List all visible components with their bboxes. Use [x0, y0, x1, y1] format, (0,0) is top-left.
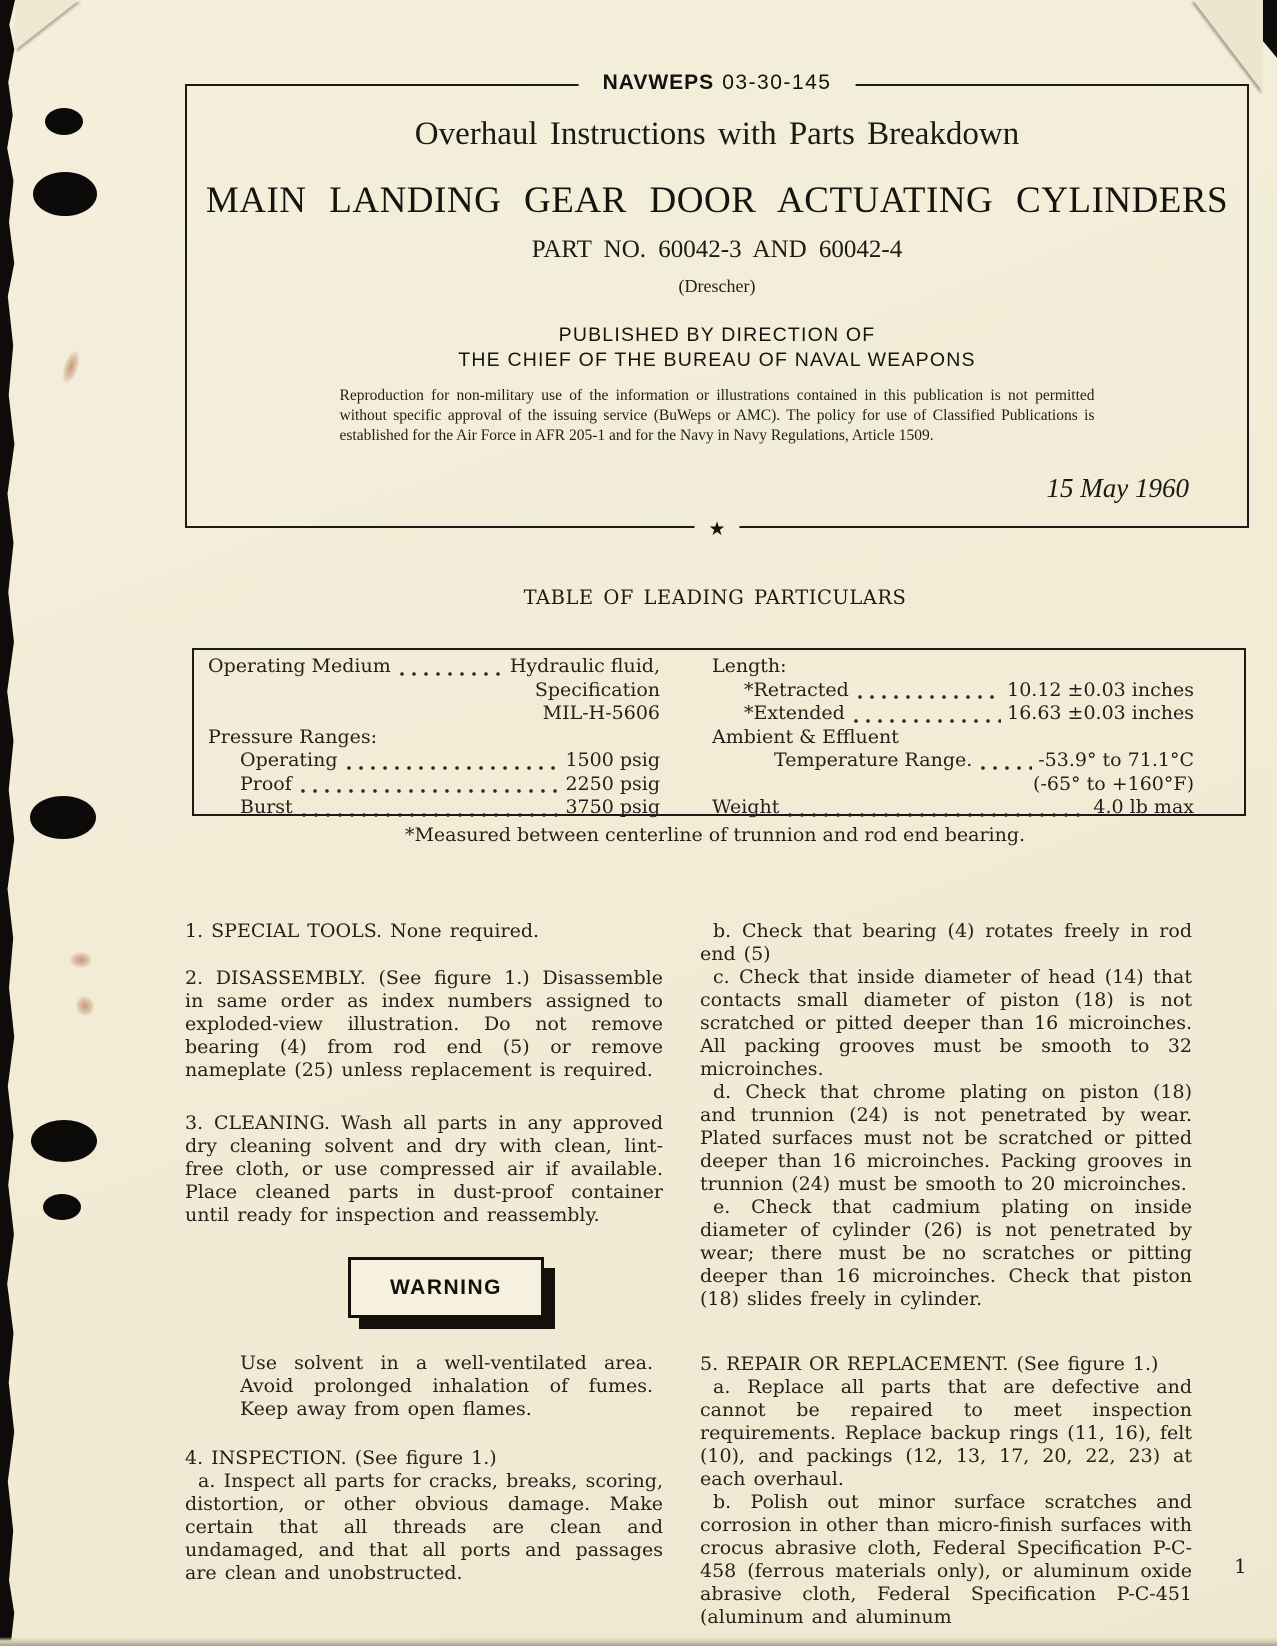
row-label: Operating Medium	[208, 655, 391, 677]
table-row	[208, 726, 660, 750]
row-label: *Retracted	[744, 678, 849, 701]
page-fold-top-left	[15, 0, 79, 50]
table-row	[712, 796, 1194, 820]
table-row	[712, 655, 1194, 679]
document-number	[579, 71, 856, 95]
section-4d-paragraph: d. Check that chrome plating on piston (18) and trunnion (24) is not penetrated by wear. Plated surfaces must not be scratched or pitted deeper than 16 microinches. Packing grooves in trunnion (24) must be smooth to 20 microinches.	[700, 1081, 1192, 1195]
punch-hole	[31, 1120, 97, 1162]
punch-hole	[33, 172, 97, 216]
row-label: Operating	[240, 749, 338, 771]
body-column-left	[185, 920, 663, 1585]
stain	[59, 349, 83, 386]
table-row	[208, 773, 660, 797]
row-value: 16.63 ±0.03 inches	[1007, 702, 1194, 724]
manufacturer: (Drescher)	[678, 276, 756, 296]
published-by: PUBLISHED BY DIRECTION OF	[558, 324, 876, 346]
particulars-title: TABLE OF LEADING PARTICULARS	[523, 586, 907, 609]
row-value: (-65° to +160°F)	[1033, 772, 1194, 795]
section-1-special-tools: 1. SPECIAL TOOLS. None required.	[185, 920, 540, 942]
row-label: Weight	[712, 796, 780, 818]
dot-leader	[298, 777, 560, 796]
table-row	[208, 679, 660, 703]
punch-hole	[43, 1194, 81, 1220]
row-value: MIL-H-5606	[542, 702, 660, 724]
section-5b-paragraph: b. Polish out minor surface scratches and corrosion in other than micro-finish surfaces with crocus abrasive cloth, Federal Specification P-C-458 (ferrous materials only), or aluminum oxide abrasive cloth, Federal Specification P-C-451 (aluminum and aluminum	[700, 1491, 1192, 1628]
row-value: 4.0 lb max	[1093, 796, 1194, 818]
scan-edge-left	[0, 0, 15, 1646]
warning-box	[348, 1257, 544, 1318]
particulars-footnote: *Measured between centerline of trunnion and rod end bearing.	[404, 824, 1026, 846]
row-value: 1500 psig	[565, 749, 660, 771]
particulars-left-column	[194, 650, 664, 818]
document-number-prefix: NAVWEPS	[602, 71, 715, 94]
warning-text: Use solvent in a well-ventilated area. Avoid prolonged inhalation of fumes. Keep away from open flames.	[240, 1352, 653, 1420]
star-divider-icon: ★	[694, 518, 739, 540]
published-org: THE CHIEF OF THE BUREAU OF NAVAL WEAPONS	[458, 349, 976, 371]
row-value: 10.12 ±0.03 inches	[1007, 678, 1194, 701]
table-row	[712, 773, 1194, 797]
dot-leader	[785, 801, 1087, 820]
dot-leader	[344, 754, 560, 773]
reproduction-notice: Reproduction for non-military use of the information or illustrations contained in this publication is not permitted without specific approval of the issuing service (BuWeps or AMC). The policy for use of Classified Publications is established for the Air Force in AFR 205-1 and for the Navy in Navy Regulations, Article 1509.	[339, 387, 1095, 444]
section-4c-paragraph: c. Check that inside diameter of head (14) that contacts small diameter of piston (18) is not scratched or pitted deeper than 16 microinches. All packing grooves must be smooth to 32 microinches.	[700, 966, 1192, 1080]
row-value: 3750 psig	[565, 796, 660, 818]
row-label: *Extended	[744, 702, 845, 724]
warning-label: WARNING	[390, 1276, 502, 1299]
particulars-right-column	[664, 650, 1204, 818]
page-fold-top-right	[1193, 0, 1263, 92]
table-row	[712, 679, 1194, 703]
stain	[70, 952, 92, 968]
table-row	[208, 796, 660, 820]
row-label: Temperature Range.	[774, 749, 973, 771]
row-value: Specification	[534, 678, 660, 701]
dot-leader	[978, 754, 1032, 773]
row-value: -53.9° to 71.1°C	[1038, 749, 1194, 771]
dot-leader	[397, 660, 504, 679]
table-row	[208, 655, 660, 679]
dot-leader	[299, 801, 560, 820]
publication-date: 15 May 1960	[1046, 473, 1189, 503]
title-block	[185, 71, 1249, 540]
row-label: Burst	[240, 796, 293, 818]
section-4e-paragraph: e. Check that cadmium plating on inside diameter of cylinder (26) is not penetrated by wear; there must be no scratches or pitting deeper than 16 microinches. Check that piston (18) slides freely in cylinder.	[700, 1196, 1192, 1310]
part-number-line: PART NO. 60042-3 AND 60042-4	[531, 236, 903, 263]
published-by-lines	[187, 323, 1247, 373]
document-subtitle: Overhaul Instructions with Parts Breakdown	[414, 116, 1020, 152]
section-3-cleaning: 3. CLEANING. Wash all parts in any approved dry cleaning solvent and dry with clean, lint-free cloth, or use compressed air if available. Place cleaned parts in dust-proof container until ready for inspection and reassembly.	[185, 1112, 663, 1226]
dot-leader	[855, 683, 1001, 702]
warning-box-face	[348, 1257, 544, 1318]
punch-hole	[30, 796, 96, 839]
row-value: Hydraulic fluid,	[509, 655, 660, 677]
punch-hole	[45, 108, 83, 135]
dot-leader	[851, 707, 1001, 726]
page-number: 1	[1234, 1554, 1247, 1578]
row-label: Ambient & Effluent	[712, 725, 899, 748]
row-label: Length:	[712, 655, 787, 677]
scan-edge-bottom	[0, 1637, 1277, 1646]
row-label: Proof	[240, 772, 292, 795]
section-5a-paragraph: a. Replace all parts that are defective and cannot be repaired to meet inspection requirements. Replace backup rings (11, 16), felt (10), and packings (12, 13, 17, 20, 22, 23) at each overhaul.	[700, 1376, 1192, 1490]
body-column-right	[700, 920, 1192, 1629]
table-row	[712, 749, 1194, 773]
page-title: MAIN LANDING GEAR DOOR ACTUATING CYLINDERS	[205, 180, 1229, 221]
section-4b-paragraph: b. Check that bearing (4) rotates freely in rod end (5)	[700, 920, 1192, 965]
particulars-table	[192, 648, 1246, 816]
table-row	[712, 726, 1194, 750]
section-2-disassembly: 2. DISASSEMBLY. (See figure 1.) Disassemble in same order as index numbers assigned to exploded-view illustration. Do not remove bearing (4) from rod end (5) or remove nameplate (25) unless replacement is required.	[185, 967, 663, 1081]
table-row	[208, 749, 660, 773]
table-row	[712, 702, 1194, 726]
stain	[73, 993, 98, 1019]
table-row	[208, 702, 660, 726]
row-label: Pressure Ranges:	[208, 725, 378, 748]
section-4a-paragraph: a. Inspect all parts for cracks, breaks, scoring, distortion, or other obvious damage. Make certain that all threads are clean and undamaged, and that all ports and passages are clean and unobstructed.	[185, 1470, 663, 1584]
section-4-inspection-heading: 4. INSPECTION. (See figure 1.)	[185, 1447, 497, 1469]
section-5-repair-heading: 5. REPAIR OR REPLACEMENT. (See figure 1.)	[700, 1353, 1159, 1375]
row-value: 2250 psig	[565, 772, 660, 795]
document-number-value: 03-30-145	[722, 71, 832, 94]
